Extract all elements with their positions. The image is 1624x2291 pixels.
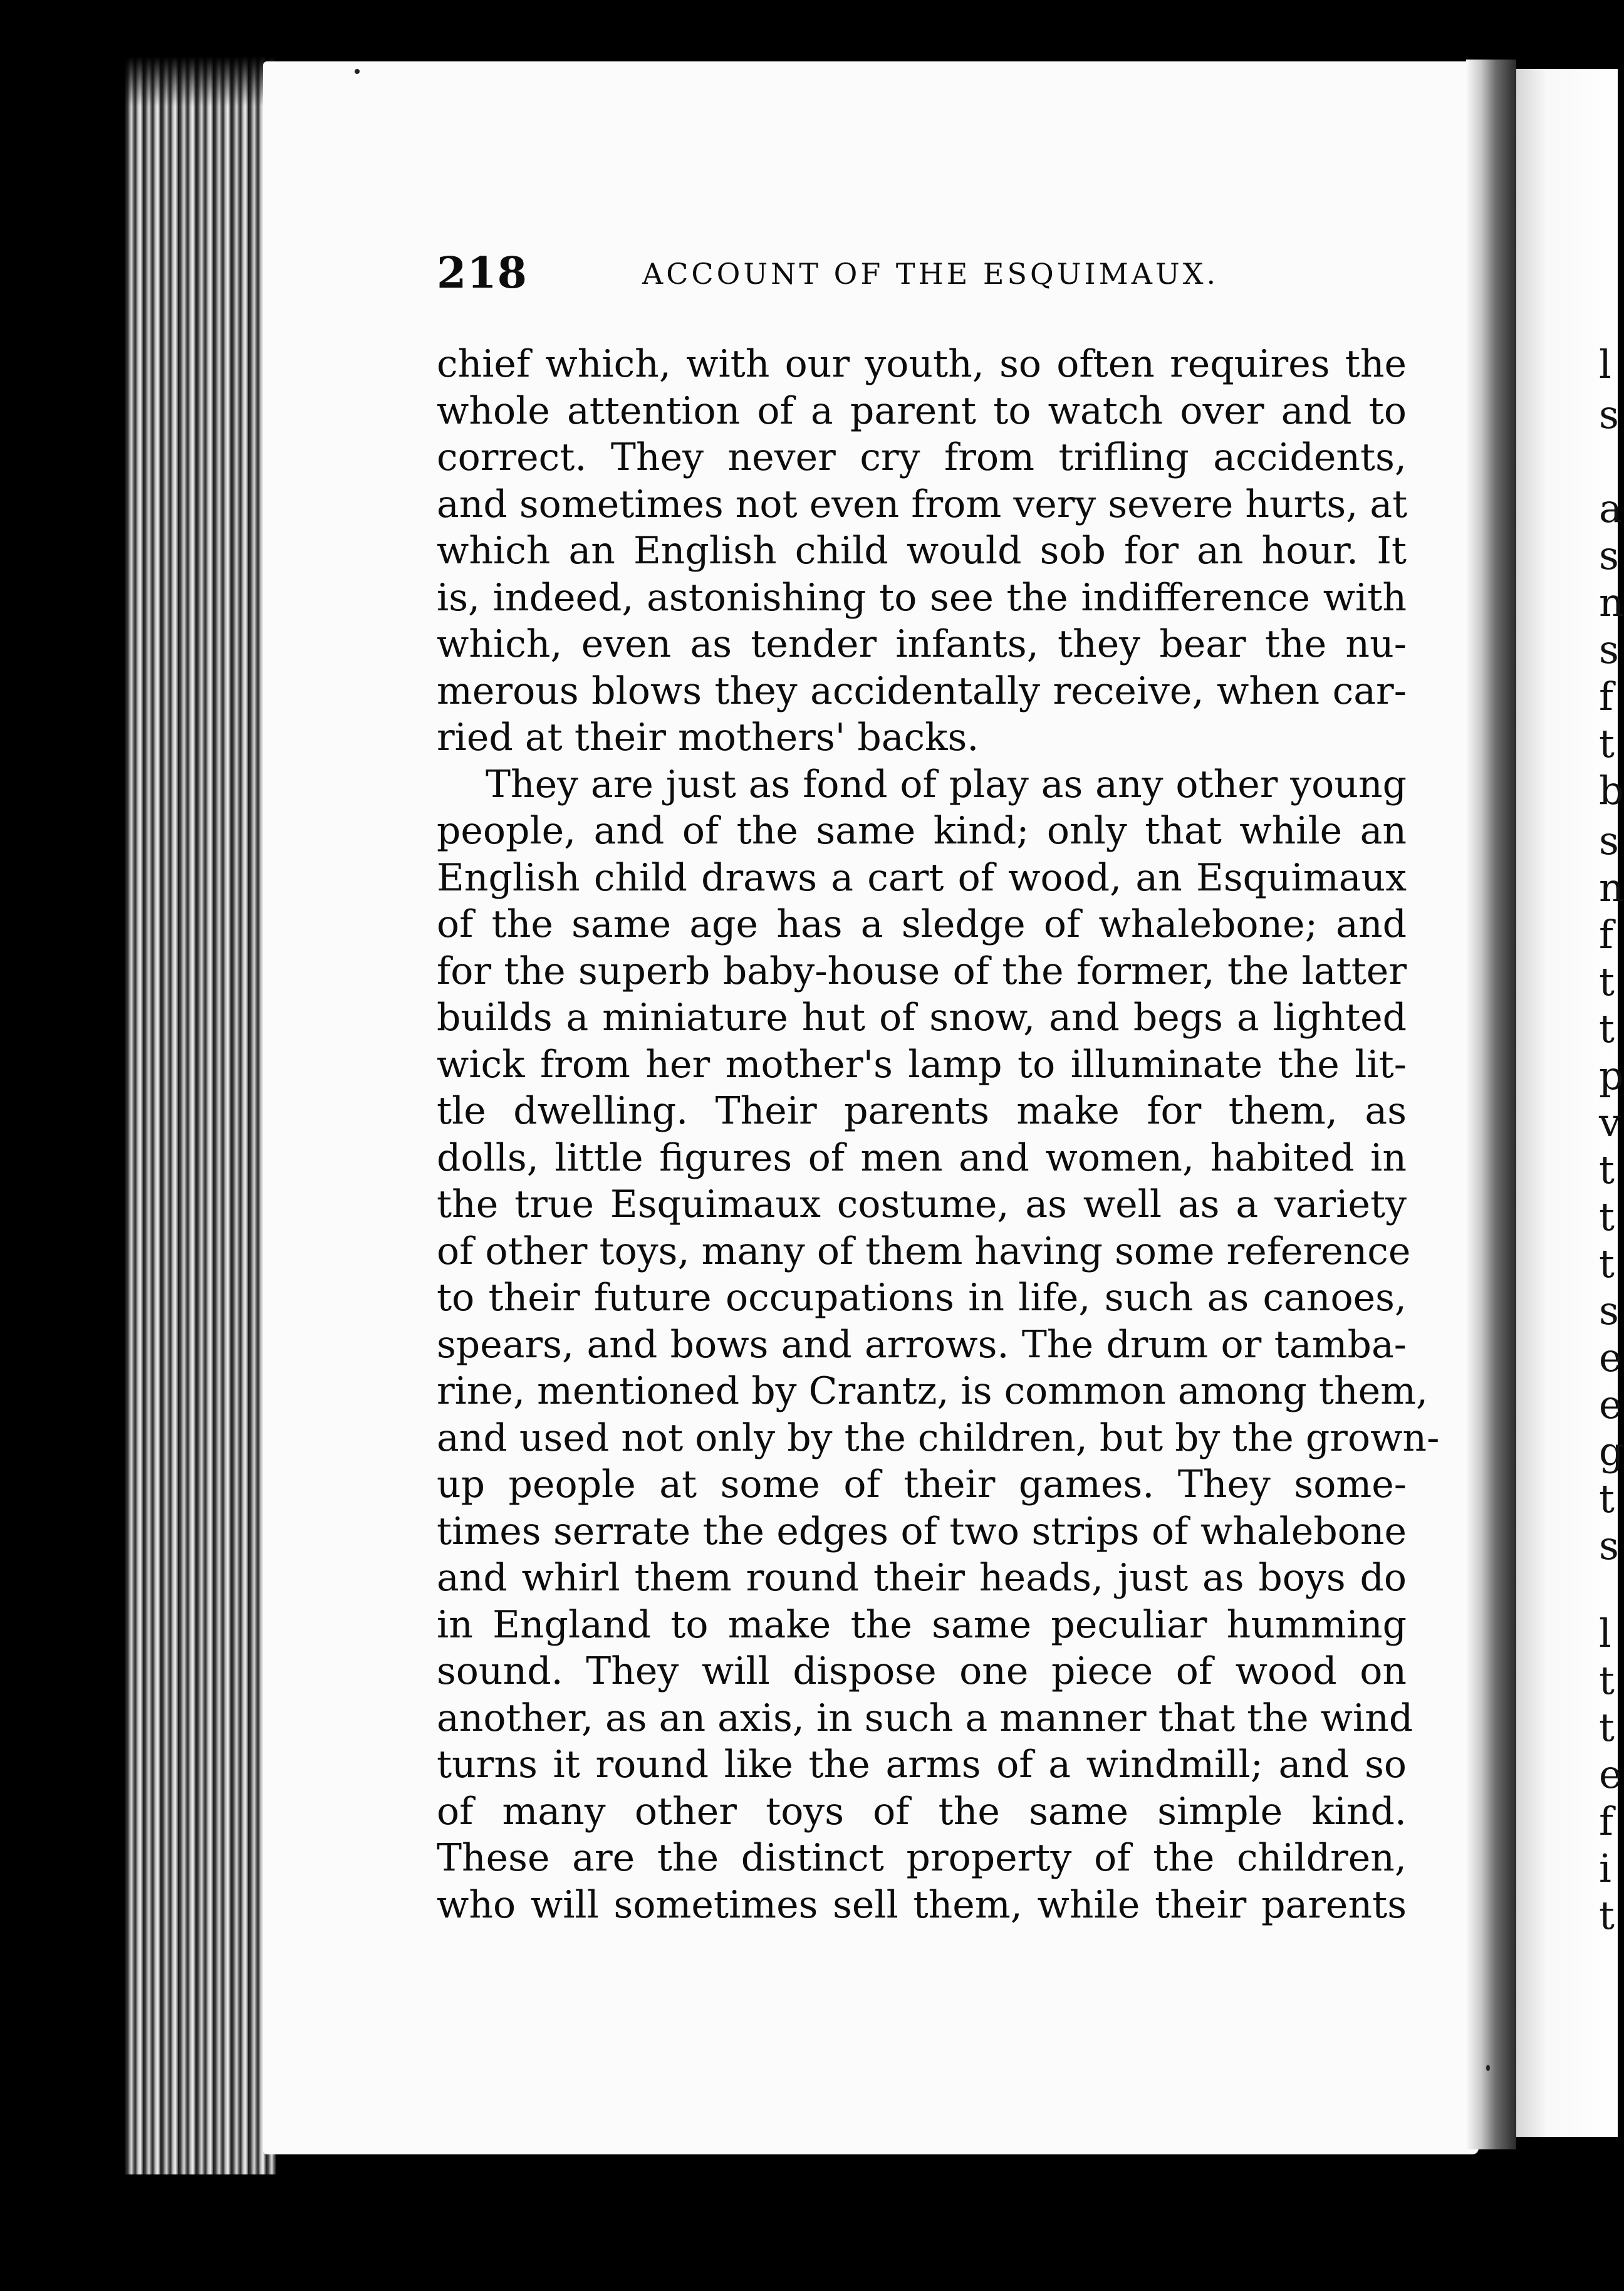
text-line: turns it round like the arms of a windmill; and so	[437, 1743, 1407, 1787]
text-line: people, and of the same kind; only that while an	[437, 809, 1407, 853]
text-line: whole attention of a parent to watch over and to	[437, 389, 1407, 433]
text-line: the true Esquimaux costume, as well as a variety	[437, 1182, 1407, 1226]
text-line: for the superb baby-house of the former, the latter	[437, 949, 1407, 993]
text-line: English child draws a cart of wood, an Esquimaux	[437, 855, 1407, 900]
facing-page-letter: b	[1599, 768, 1624, 813]
text-line: another, as an axis, in such a manner that the wind	[437, 1696, 1413, 1740]
facing-page-letter: n	[1599, 580, 1624, 625]
facing-page-letter: a	[1599, 486, 1622, 531]
facing-page-letter: e	[1599, 1335, 1622, 1380]
facing-page-letter: s	[1599, 533, 1619, 578]
text-line: in England to make the same peculiar humming	[437, 1602, 1407, 1647]
text-line: builds a miniature hut of snow, and begs a lighted	[437, 996, 1407, 1040]
paragraph-start-line: They are just as fond of play as any other young	[486, 762, 1407, 806]
text-line: times serrate the edges of two strips of whalebone	[437, 1509, 1407, 1553]
facing-page-letter: t	[1599, 1657, 1615, 1703]
facing-page-letter: t	[1599, 1892, 1615, 1938]
facing-page-letter: n	[1599, 865, 1624, 911]
book-gutter-shadow	[1466, 60, 1516, 2149]
text-line: and sometimes not even from very severe hurts, at	[437, 482, 1408, 526]
facing-page-letter: e	[1599, 1751, 1622, 1797]
text-line: is, indeed, astonishing to see the indifference with	[437, 575, 1407, 620]
facing-page-letter: s	[1599, 818, 1619, 864]
text-line: wick from her mother's lamp to illuminate the lit-	[437, 1042, 1407, 1087]
running-head	[437, 248, 1414, 305]
body-text	[437, 341, 1440, 1928]
facing-page-letter: t	[1599, 1241, 1615, 1286]
facing-page-letter: t	[1599, 1704, 1615, 1750]
facing-page-letter: s	[1599, 1288, 1619, 1333]
text-line: of other toys, many of them having some reference	[437, 1229, 1411, 1273]
facing-page-letter: t	[1599, 1194, 1615, 1239]
text-line: ried at their mothers' backs.	[437, 716, 979, 759]
text-line: spears, and bows and arrows. The drum or tamba-	[437, 1322, 1407, 1367]
paper-speck	[1486, 2065, 1490, 2071]
facing-page-letter: s	[1599, 627, 1619, 672]
facing-page-letter: t	[1599, 959, 1615, 1005]
facing-page-letter: s	[1599, 1523, 1619, 1568]
page-number: 218	[437, 248, 528, 298]
text-line: tle dwelling. Their parents make for them, as	[437, 1089, 1407, 1133]
facing-page-letter: f	[1599, 912, 1613, 958]
facing-page-letter: t	[1599, 1147, 1615, 1192]
facing-page-letter: l	[1599, 342, 1611, 387]
facing-page-letter: g	[1599, 1429, 1624, 1474]
paper-speck	[355, 69, 360, 74]
text-line: sound. They will dispose one piece of wood on	[437, 1649, 1407, 1693]
text-line: to their future occupations in life, such as canoes,	[437, 1276, 1407, 1320]
text-line: which, even as tender infants, they bear the nu-	[437, 622, 1407, 666]
text-line: and used not only by the children, but by the grown-	[437, 1416, 1440, 1460]
facing-page-text-fragments	[1599, 0, 1624, 2291]
stacked-page-edges	[125, 56, 276, 2174]
running-head-title: ACCOUNT OF THE ESQUIMAUX.	[642, 257, 1219, 291]
text-line: which an English child would sob for an hour. It	[437, 529, 1407, 573]
facing-page-letter: e	[1599, 1382, 1622, 1427]
text-line: of the same age has a sledge of whalebone; and	[437, 902, 1407, 946]
page-edges-shadow	[125, 56, 276, 107]
facing-page-letter: t	[1599, 1006, 1615, 1052]
facing-page-letter: l	[1599, 1610, 1611, 1656]
text-line: of many other toys of the same simple kind.	[437, 1789, 1407, 1834]
text-line: up people at some of their games. They some-	[437, 1463, 1407, 1506]
text-line: These are the distinct property of the children,	[437, 1836, 1407, 1880]
facing-page-letter: p	[1599, 1053, 1624, 1099]
text-line: dolls, little figures of men and women, habited in	[437, 1135, 1407, 1180]
text-line: correct. They never cry from trifling accidents,	[437, 436, 1407, 479]
facing-page-letter: i	[1599, 1845, 1611, 1891]
text-line: chief which, with our youth, so often requires the	[437, 342, 1407, 386]
facing-page-letter: v	[1599, 1100, 1621, 1146]
text-line: merous blows they accidentally receive, when car-	[437, 669, 1407, 713]
text-line: rine, mentioned by Crantz, is common among them,	[437, 1369, 1429, 1413]
text-line: and whirl them round their heads, just as boys do	[437, 1556, 1407, 1600]
facing-page-letter: f	[1599, 674, 1613, 719]
facing-page-letter: f	[1599, 1798, 1613, 1844]
text-line: who will sometimes sell them, while their parents	[437, 1882, 1407, 1927]
facing-page-letter: t	[1599, 721, 1615, 766]
facing-page-letter: s	[1599, 392, 1619, 437]
facing-page-letter: t	[1599, 1476, 1615, 1521]
